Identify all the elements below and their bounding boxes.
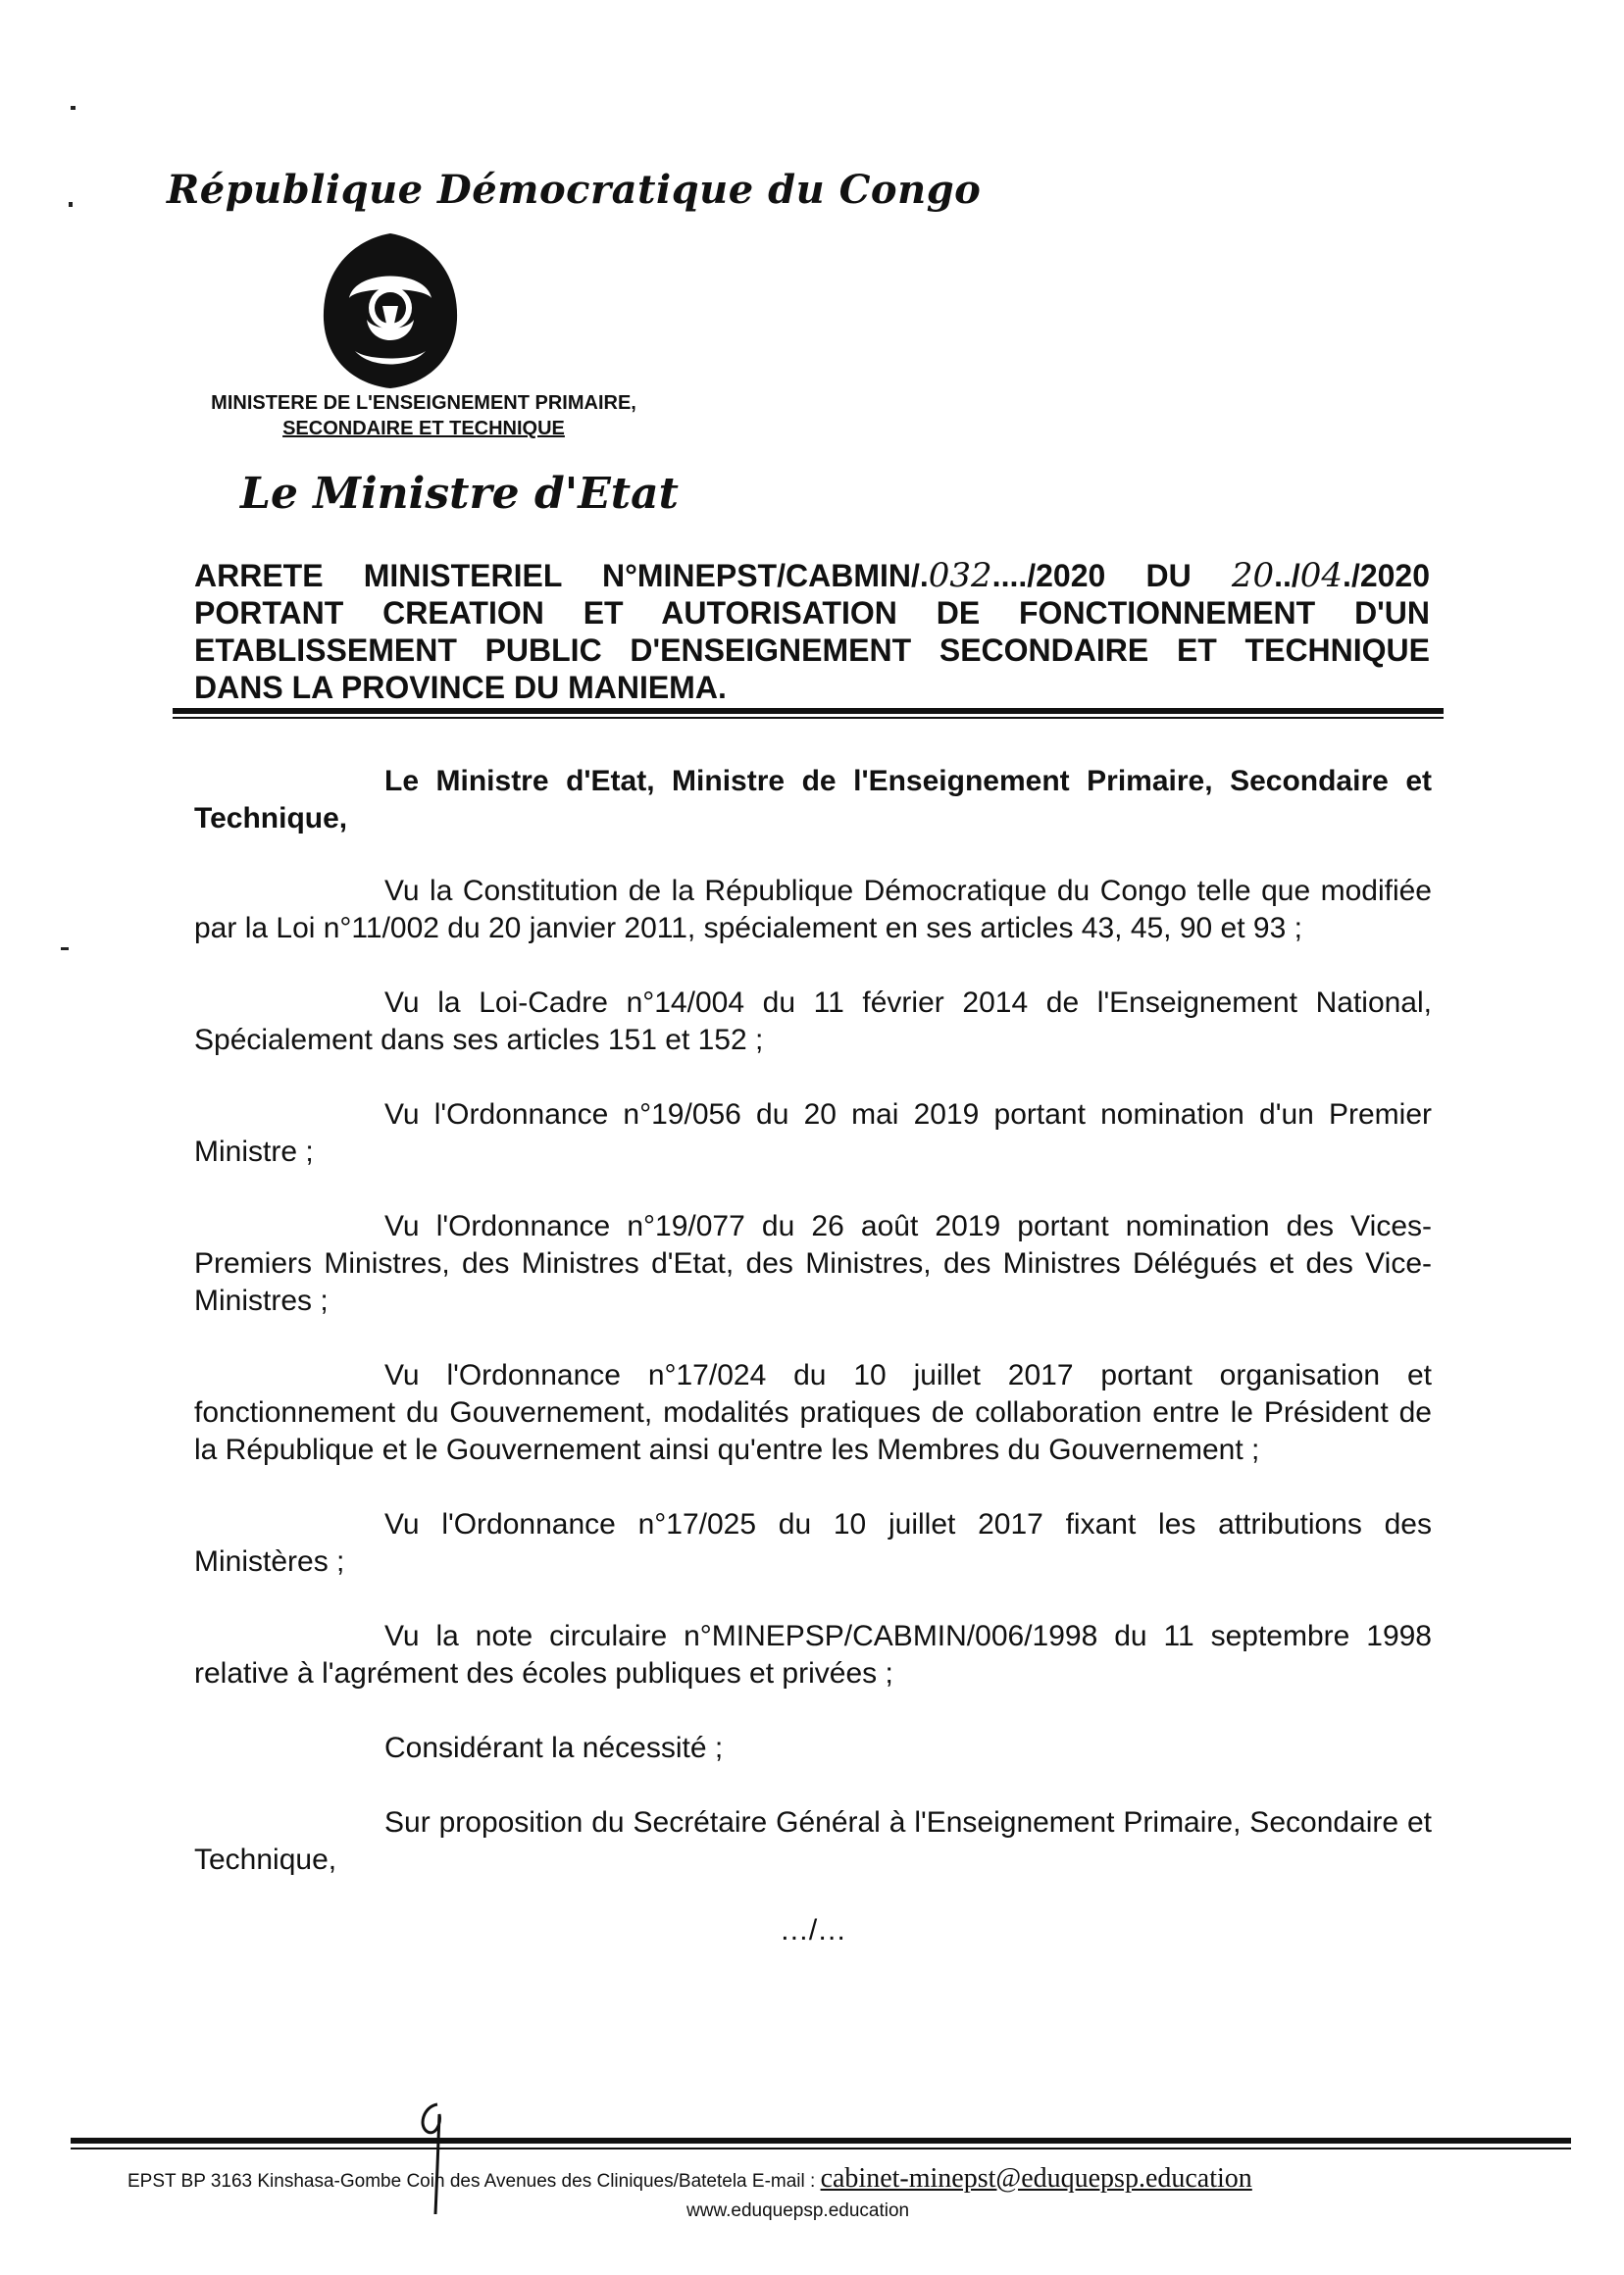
minister-heading: Le Ministre d'Etat (240, 469, 679, 519)
handwritten-day: 20 (1231, 556, 1275, 595)
handwritten-initials (412, 2098, 451, 2216)
title-divider-thin (173, 717, 1444, 719)
footer-address (127, 2163, 1252, 2195)
handwritten-number: 032 (928, 556, 992, 595)
paragraph-ordonnance-17-025: Vu l'Ordonnance n°17/025 du 10 juillet 2017 fixant les attributions des Ministères ; (194, 1508, 1432, 1578)
decree-title (194, 557, 1430, 706)
paragraph-loi-cadre: Vu la Loi-Cadre n°14/004 du 11 février 2014 de l'Enseignement National, Spécialement dans ses articles 151 et 152 ; (194, 986, 1432, 1056)
ministry-name (188, 390, 659, 441)
paragraph-ordonnance-19-056: Vu l'Ordonnance n°19/056 du 20 mai 2019 portant nomination d'un Premier Ministre ; (194, 1098, 1432, 1168)
title-line-3: ETABLISSEMENT PUBLIC D'ENSEIGNEMENT SECONDAIRE ET TECHNIQUE (194, 632, 1430, 668)
decree-body (194, 763, 1432, 1949)
handwritten-month: 04 (1299, 556, 1344, 595)
continuation-mark: …/… (779, 1914, 847, 1946)
paragraph-considerant: Considérant la nécessité ; (384, 1732, 724, 1764)
coat-of-arms-icon (316, 229, 465, 390)
title-divider (173, 708, 1444, 714)
preamble: Le Ministre d'Etat, Ministre de l'Enseignement Primaire, Secondaire et Technique, (194, 765, 1432, 834)
paragraph-constitution: Vu la Constitution de la République Démocratique du Congo telle que modifiée par la Loi n°11/002 du 20 janvier 2011, spécialement en ses articles 43, 45, 90 et 93 ; (194, 875, 1432, 944)
footer-address-text: EPST BP 3163 Kinshasa-Gombe Coin des Avenues des Cliniques/Batetela E-mail : (127, 2171, 816, 2192)
title-prefix: ARRETE MINISTERIEL N°MINEPST/CABMIN/. (194, 558, 929, 593)
footer-website-link[interactable]: www.eduquepsp.education (686, 2200, 910, 2221)
title-year: /2020 (1350, 558, 1431, 593)
title-after-number: ..../2020 (991, 558, 1106, 593)
footer-divider (71, 2138, 1571, 2144)
ministry-line-2: SECONDAIRE ET TECHNIQUE (282, 418, 565, 439)
country-heading: République Démocratique du Congo (167, 167, 982, 213)
paragraph-proposition: Sur proposition du Secrétaire Général à l'Enseignement Primaire, Secondaire et Technique, (194, 1806, 1432, 1876)
title-line-1: ARRETE MINISTERIEL N°MINEPST/CABMIN/.032..../2020 DU 20../04./2020 (194, 556, 1431, 595)
scan-speck (69, 202, 73, 207)
paragraph-note-circulaire: Vu la note circulaire n°MINEPSP/CABMIN/006/1998 du 11 septembre 1998 relative à l'agrément des écoles publiques et privées ; (194, 1620, 1432, 1690)
paragraph-ordonnance-17-024: Vu l'Ordonnance n°17/024 du 10 juillet 2017 portant organisation et fonctionnement du Gouvernement, modalités pratiques de collaboration entre le Président de la République et le Gouvernement ainsi qu'entre les Membres du Gouvernement ; (194, 1359, 1432, 1466)
ministry-line-1: MINISTERE DE L'ENSEIGNEMENT PRIMAIRE, (211, 392, 636, 414)
scan-speck (61, 947, 69, 950)
title-line-2: PORTANT CREATION ET AUTORISATION DE FONCTIONNEMENT D'UN (194, 595, 1430, 631)
scan-speck (71, 106, 76, 110)
footer-divider-thin (71, 2148, 1571, 2149)
paragraph-ordonnance-19-077: Vu l'Ordonnance n°19/077 du 26 août 2019 portant nomination des Vices-Premiers Ministres, des Ministres d'Etat, des Ministres, des Ministres Délégués et des Vice-Ministres ; (194, 1210, 1432, 1317)
title-du: DU (1145, 558, 1192, 593)
footer-email-link[interactable]: cabinet-minepst@eduquepsp.education (820, 2163, 1252, 2194)
title-line-4: DANS LA PROVINCE DU MANIEMA. (194, 670, 727, 705)
